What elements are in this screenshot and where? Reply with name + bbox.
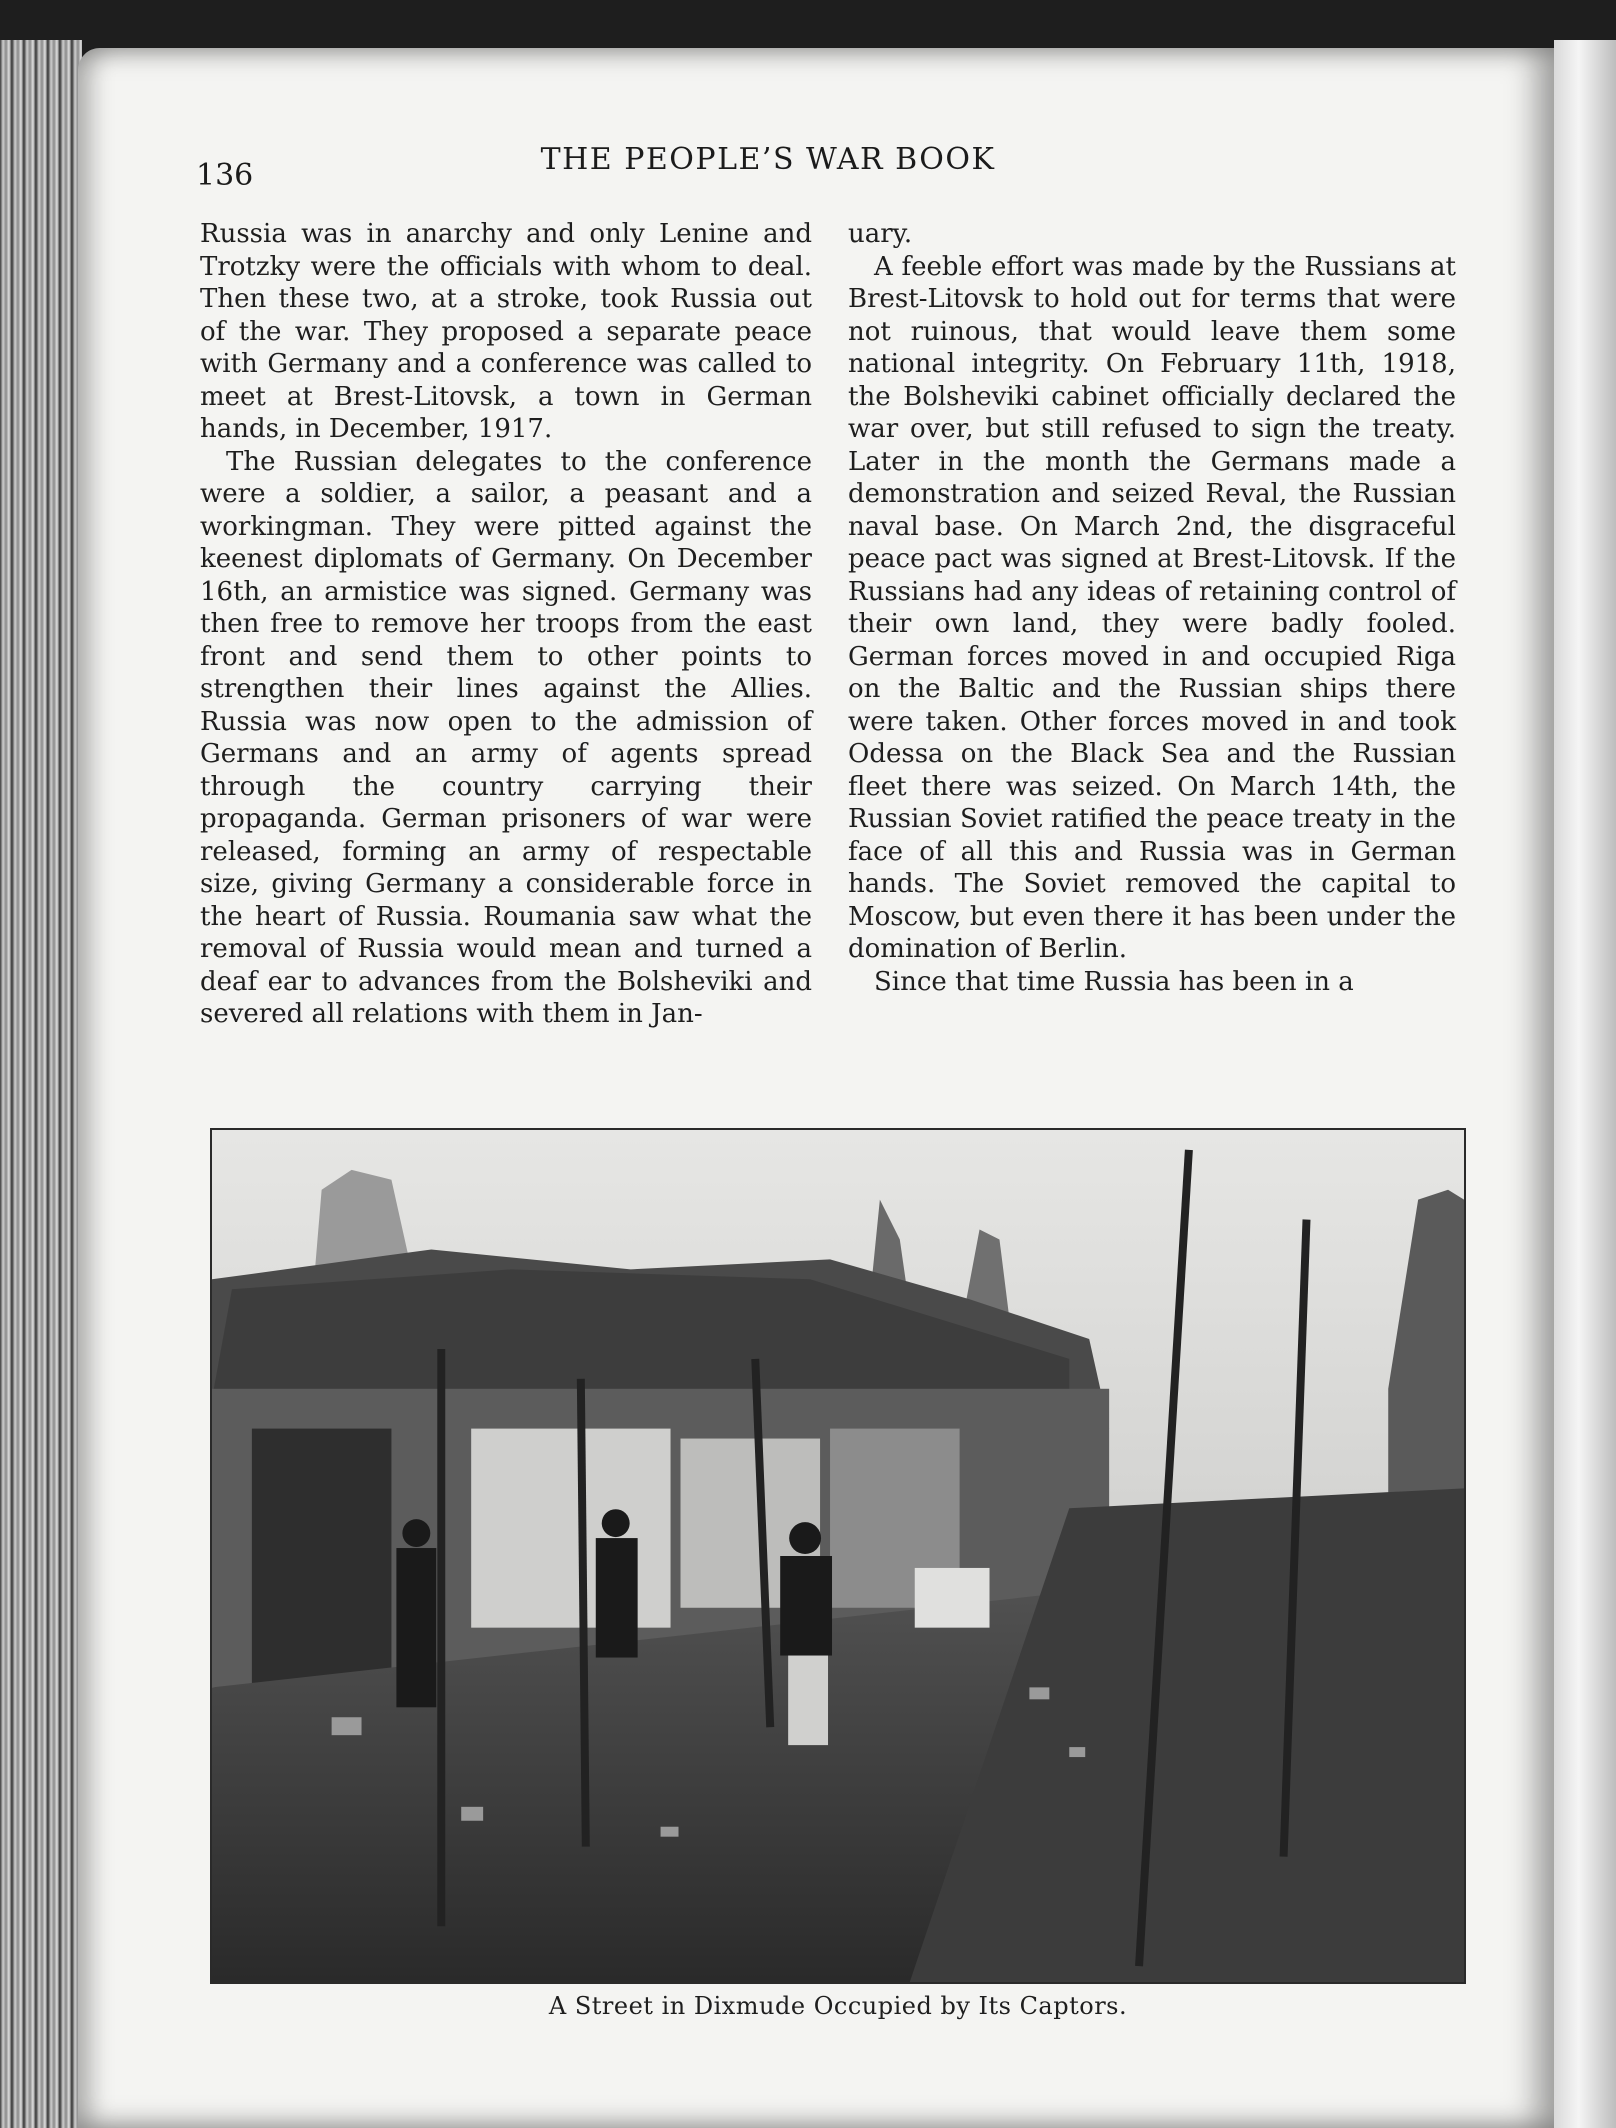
right-paragraph-1: uary. [848,219,913,249]
book-right-edge [1554,40,1616,2128]
right-paragraph-3: Since that time Russia has been in a [874,966,1354,997]
photograph-illustration [212,1130,1464,1982]
right-paragraph-2: A feeble effort was made by the Russians at Brest-Litovsk to hold out for terms that were not ruinous, that would leave them some national integrity. On February 11th, 1918, the Bolsheviki cabinet officially declared the war over, but still refused to sign the treaty. Later in the month the Germans made a demonstration and seized Reval, the Russian naval base. On March 2nd, the disgraceful peace pact was signed at Brest-Litovsk. If the Russians had any ideas of retaining control of their own land, they were badly fooled. German forces moved in and occupied Riga on the Baltic and the Russian ships there were taken. Other forces moved in and took Odessa on the Black Sea and the Russian fleet there was seized. On March 14th, the Russian Soviet ratified the peace treaty in the face of all this and Russia was in German hands. The Soviet removed the capital to Moscow, but even there it has been under the domination of Berlin. [848,251,1456,964]
page-number: 136 [196,158,254,193]
page-header [118,104,1418,193]
street-photograph [210,1128,1466,1984]
photo-caption: A Street in Dixmude Occupied by Its Captors. [548,1992,1128,2020]
left-paragraph-1: Russia was in anarchy and only Lenine and Trotzky were the officials with whom to deal. Then these two, at a stroke, took Russia out of the war. They proposed a separate peace with Germany and a conference was called to meet at Brest-Litovsk, a town in German hands, in December, 1917. [200,219,812,444]
book-page-edges [0,40,82,2128]
left-paragraph-2: The Russian delegates to the conference were a soldier, a sailor, a peasant and a workingman. They were pitted against the keenest diplomats of Germany. On December 16th, an armistice was signed. Germany was then free to remove her troops from the east front and send them to other points to strengthen their lines against the Allies. Russia was now open to the admission of Germans and an army of agents spread through the country carrying their propaganda. German prisoners of war were released, forming an army of respectable size, giving Germany a considerable force in the heart of Russia. Roumania saw what the removal of Russia would mean and turned a deaf ear to advances from the Bolsheviki and severed all relations with them in Jan- [200,446,812,1029]
right-column [848,218,1456,998]
left-column [200,218,812,1031]
running-title: THE PEOPLE’S WAR BOOK [540,142,996,177]
